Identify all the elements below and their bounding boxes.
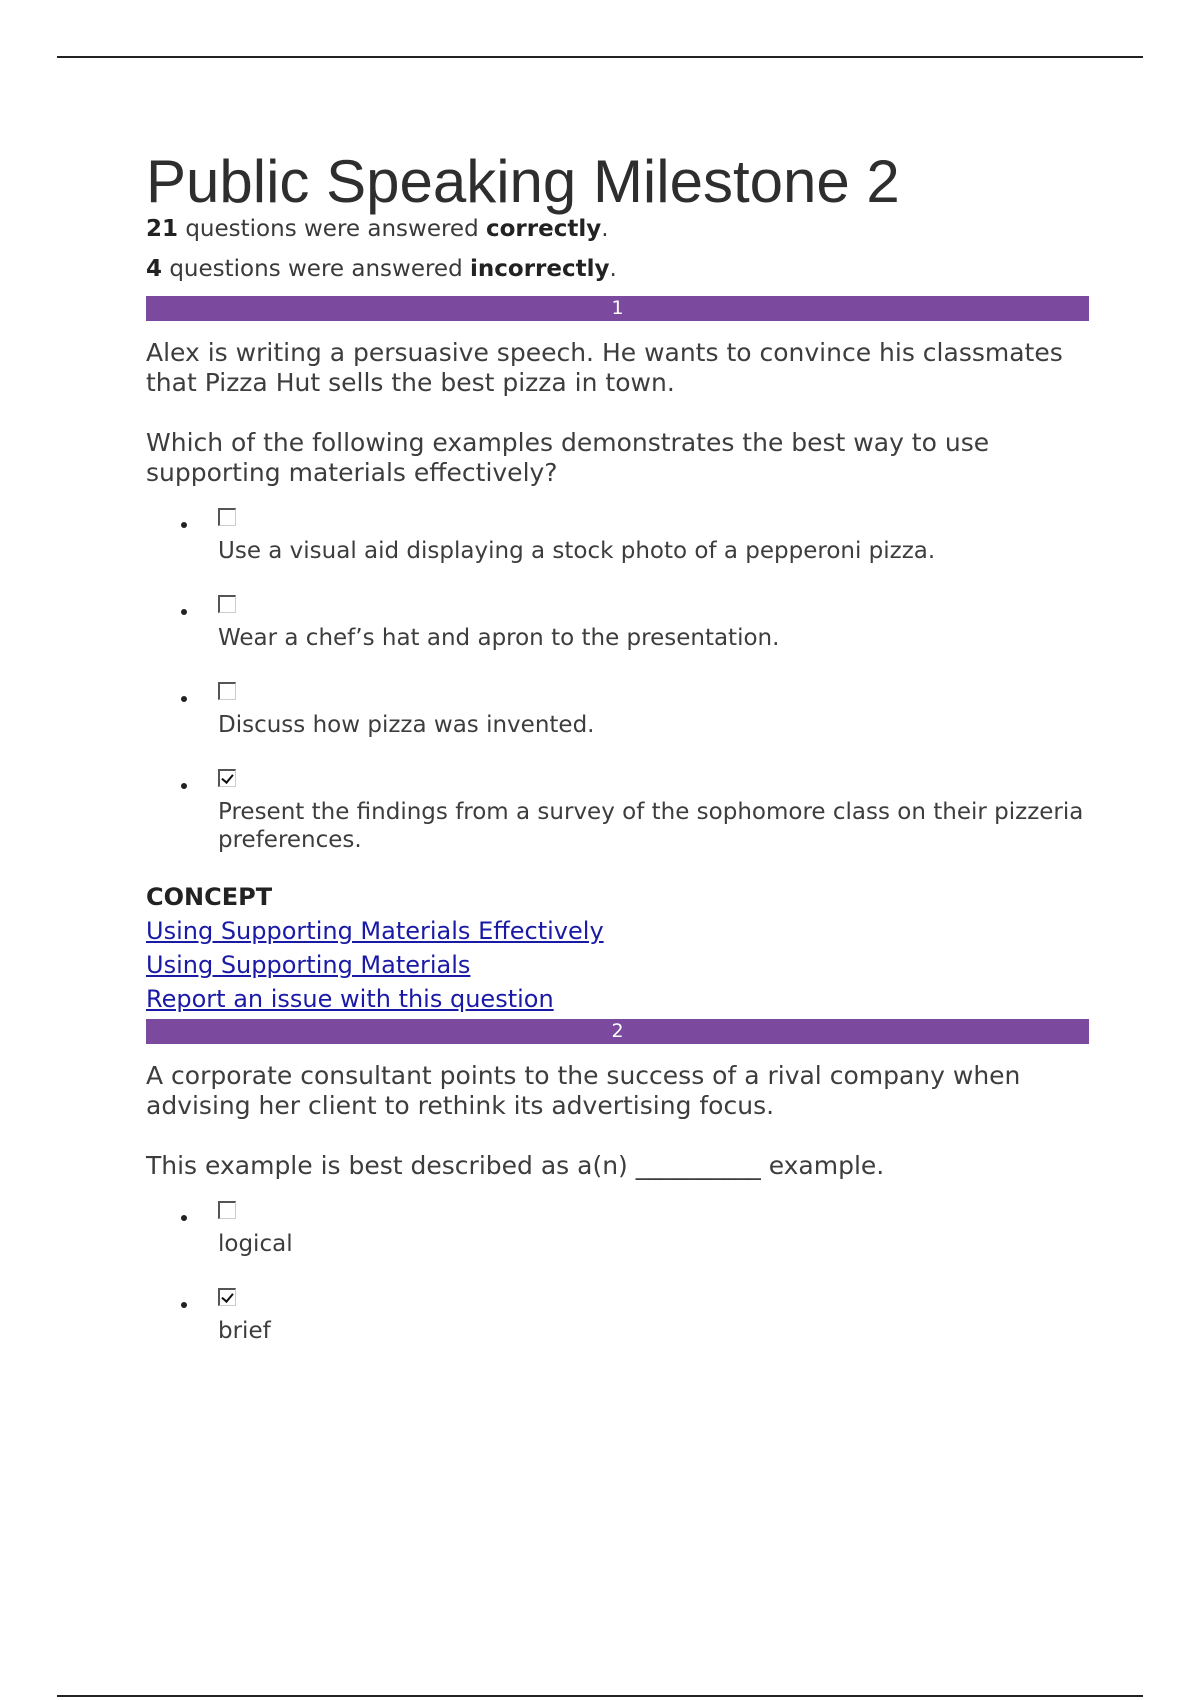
question-2-header: 2 [146, 1019, 1089, 1044]
answer-option-text: Discuss how pizza was invented. [218, 712, 595, 738]
incorrect-summary-text: questions were answered [162, 256, 470, 282]
question-2-options [146, 1201, 1089, 1345]
top-divider [57, 56, 1143, 58]
incorrect-summary: 4 questions were answered incorrectly. [146, 256, 617, 282]
correct-count: 21 [146, 216, 179, 242]
question-2-text: This example is best described as a(n) __________ example. [146, 1151, 885, 1180]
page-title: Public Speaking Milestone 2 [146, 148, 900, 215]
correct-summary-text: questions were answered [178, 216, 486, 242]
answer-option [146, 682, 1089, 739]
answer-option-text: brief [218, 1318, 271, 1344]
correct-word: correctly [486, 216, 602, 242]
answer-option [146, 1288, 1089, 1345]
incorrect-word: incorrectly [470, 256, 610, 282]
report-issue-link[interactable]: Report an issue with this question [146, 985, 554, 1013]
answer-option [146, 508, 1089, 565]
answer-option-text: Present the findings from a survey of the sophomore class on their pizzeria preferences. [218, 799, 1084, 853]
answer-option [146, 769, 1089, 854]
answer-checkbox-checked[interactable] [218, 1288, 236, 1306]
answer-option [146, 1201, 1089, 1258]
answer-checkbox[interactable] [218, 1201, 236, 1219]
bullet-icon [181, 783, 187, 789]
quiz-results [146, 140, 1089, 1375]
concept-link-supporting-materials[interactable]: Using Supporting Materials [146, 951, 471, 979]
bullet-icon [181, 1215, 187, 1221]
bullet-icon [181, 522, 187, 528]
concept-heading: CONCEPT [146, 883, 273, 911]
answer-checkbox-checked[interactable] [218, 769, 236, 787]
answer-option-text: logical [218, 1231, 293, 1257]
correct-summary: 21 questions were answered correctly. [146, 216, 609, 242]
answer-option-text: Wear a chef’s hat and apron to the presentation. [218, 625, 780, 651]
answer-checkbox[interactable] [218, 595, 236, 613]
answer-option-text: Use a visual aid displaying a stock photo of a pepperoni pizza. [218, 538, 936, 564]
question-1-prompt: Alex is writing a persuasive speech. He wants to convince his classmates that Pizza Hut sells the best pizza in town. [146, 338, 1063, 397]
incorrect-count: 4 [146, 256, 163, 282]
concept-link-supporting-materials-effectively[interactable]: Using Supporting Materials Effectively [146, 917, 604, 945]
bullet-icon [181, 1302, 187, 1308]
question-1-text: Which of the following examples demonstrates the best way to use supporting materials effectively? [146, 428, 990, 487]
question-1-options [146, 508, 1089, 854]
bottom-divider [57, 1695, 1143, 1697]
question-2-prompt: A corporate consultant points to the success of a rival company when advising her client to rethink its advertising focus. [146, 1061, 1021, 1120]
answer-option [146, 595, 1089, 652]
bullet-icon [181, 609, 187, 615]
answer-checkbox[interactable] [218, 682, 236, 700]
question-1-header: 1 [146, 296, 1089, 321]
answer-checkbox[interactable] [218, 508, 236, 526]
bullet-icon [181, 696, 187, 702]
